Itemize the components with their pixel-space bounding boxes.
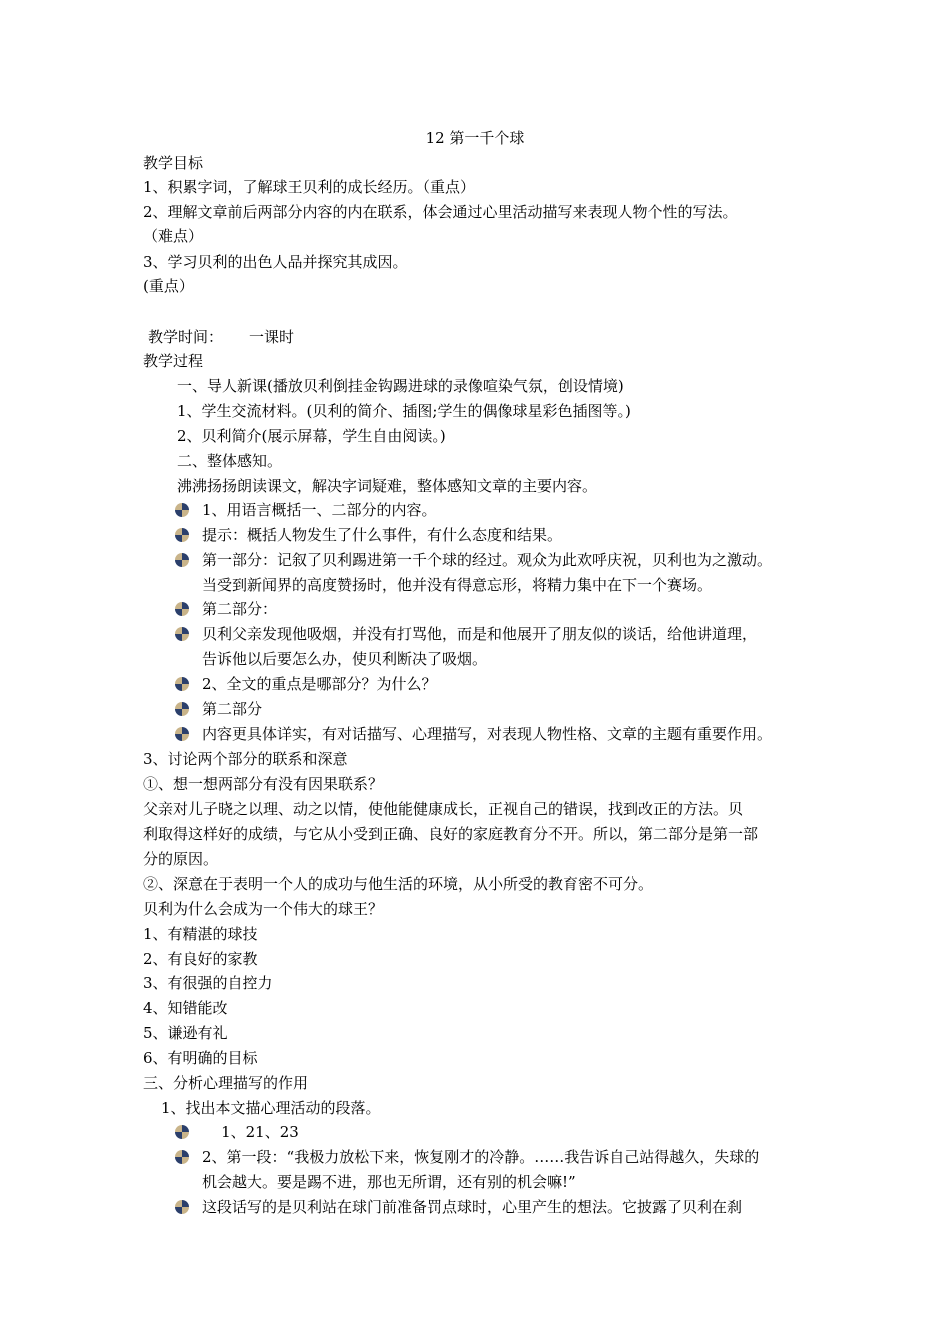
bullet-icon [175,1150,189,1164]
discuss-line: ②、深意在于表明一个人的成功与他生活的环境，从小所受的教育密不可分。 [143,875,654,893]
bullet-text-cont: 机会越大。要是踢不进，那也无所谓，还有别的机会嘛!” [202,1173,576,1191]
discuss-line: 分的原因。 [143,850,219,868]
time-label: 教学时间： [148,328,224,346]
discuss-line: ①、想一想两部分有没有因果联系？ [143,775,384,793]
bullet-text: 这段话写的是贝利站在球门前准备罚点球时，心里产生的想法。它披露了贝利在刹 [202,1198,743,1216]
bullet-text: 第二部分： [202,600,278,618]
bullet-text: 内容更具体详实，有对话描写、心理描写，对表现人物性格、文章的主题有重要作用。 [202,725,773,743]
reason-item: 5、谦逊有礼 [143,1024,228,1042]
analysis-heading: 三、分析心理描写的作用 [143,1074,309,1092]
objective-line: (重点） [143,277,194,295]
discuss-line: 利取得这样好的成绩，与它从小受到正确、良好的家庭教育分不开。所以，第二部分是第一部 [143,825,759,843]
reason-item: 2、有良好的家教 [143,950,258,968]
reason-item: 1、有精湛的球技 [143,925,258,943]
bullet-text: 贝利父亲发现他吸烟，并没有打骂他，而是和他展开了朋友似的谈话，给他讲道理， [202,625,758,643]
bullet-text: 1、用语言概括一、二部分的内容。 [202,501,437,519]
discuss-heading: 3、讨论两个部分的联系和深意 [143,750,348,768]
bullet-text: 2、第一段：“我极力放松下来，恢复刚才的冷静。……我告诉自己站得越久，失球的 [202,1148,760,1166]
objective-line: 2、理解文章前后两部分内容的内在联系，体会通过心里活动描写来表现人物个性的写法。 [143,203,738,221]
reason-item: 6、有明确的目标 [143,1049,258,1067]
process-line: 1、学生交流材料。(贝利的简介、插图;学生的偶像球星彩色插图等。) [177,402,631,420]
bullet-icon [175,1200,189,1214]
objective-line: （难点） [143,227,204,245]
bullet-icon [175,602,189,616]
process-line: 一、导人新课(播放贝利倒挂金钩踢进球的录像喧染气氛，创设情境) [177,377,624,395]
bullet-icon [175,503,189,517]
bullet-text: 提示：概括人物发生了什么事件，有什么态度和结果。 [202,526,563,544]
document-title: 12 第一千个球 [425,129,525,147]
process-heading: 教学过程 [143,352,204,370]
bullet-text-cont: 告诉他以后要怎么办，使贝利断决了吸烟。 [202,650,488,668]
analysis-line: 1、找出本文描心理活动的段落。 [161,1099,381,1117]
objective-line: 3、学习贝利的出色人品并探究其成因。 [143,253,408,271]
reason-item: 4、知错能改 [143,999,228,1017]
bullet-icon [175,677,189,691]
reason-item: 3、有很强的自控力 [143,974,273,992]
bullet-icon [175,627,189,641]
process-line: 2、贝利简介(展示屏幕，学生自由阅读。) [177,427,446,445]
bullet-icon [175,1125,189,1139]
discuss-line: 贝利为什么会成为一个伟大的球王？ [143,900,384,918]
bullet-icon [175,727,189,741]
objectives-heading: 教学目标 [143,154,204,172]
bullet-text: 2、全文的重点是哪部分？为什么？ [202,675,437,693]
bullet-icon [175,702,189,716]
bullet-icon [175,528,189,542]
discuss-line: 父亲对儿子晓之以理、动之以情，使他能健康成长，正视自己的错误，找到改正的方法。贝 [143,800,744,818]
bullet-icon [175,553,189,567]
process-line: 二、整体感知。 [177,452,283,470]
objective-line: 1、积累字词，了解球王贝利的成长经历。（重点） [143,178,476,196]
process-line: 沸沸扬扬朗读课文，解决字词疑难，整体感知文章的主要内容。 [177,477,598,495]
bullet-text: 第一部分：记叙了贝利踢进第一千个球的经过。观众为此欢呼庆祝，贝利也为之激动。 [202,551,773,569]
time-value: 一课时 [249,328,295,346]
bullet-text: 第二部分 [202,700,263,718]
bullet-text-cont: 当受到新闻界的高度赞扬时，他并没有得意忘形，将精力集中在下一个赛场。 [202,576,713,594]
bullet-text: 1、21、23 [202,1123,299,1141]
